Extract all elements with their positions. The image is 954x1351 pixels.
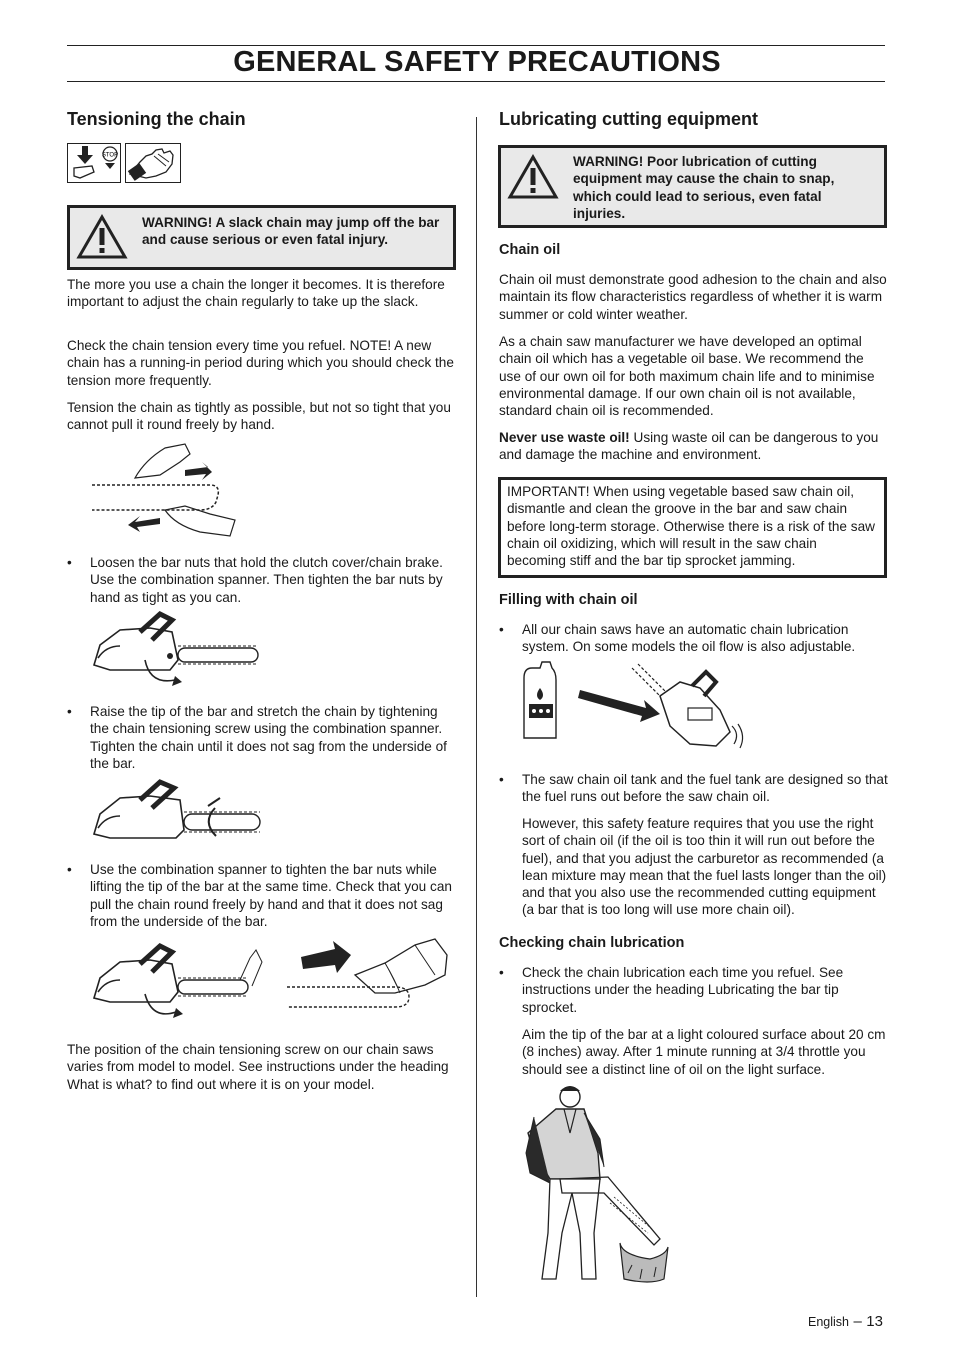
never-waste-oil-text: Using waste oil can be dangerous to you and damage the machine and environment. xyxy=(499,430,879,463)
chain-pull-illustration xyxy=(90,440,240,540)
paragraph: Check the chain tension every time you refuel. NOTE! A new chain has a running-in period during which you should check the tension more frequently. xyxy=(67,338,454,388)
header-bottom-rule xyxy=(67,81,885,82)
gloves-icon xyxy=(125,143,181,183)
paragraph: Tension the chain as tightly as possible, but not so tight that you cannot pull it round freely by hand. xyxy=(67,400,451,433)
bullet: • xyxy=(67,555,72,570)
saw-tension-screw-illustration xyxy=(90,778,270,844)
bullet-text: Loosen the bar nuts that hold the clutch cover/chain brake. Use the combination spanner. Then tighten the bar nuts by hand as tight as you can. xyxy=(90,555,443,605)
list-item xyxy=(67,861,457,931)
poor-lubrication-warning xyxy=(498,145,887,228)
important-text: IMPORTANT! When using vegetable based saw chain oil, dismantle and clean the groove in the bar and saw chain before long-term storage. Otherwise there is a risk of the saw chain oil oxidizing, which will result in the saw chain becoming stiff and the bar tip sprocket jamming. xyxy=(507,484,875,569)
bullet: • xyxy=(67,704,72,719)
important-note-box xyxy=(498,477,887,578)
tensioning-heading: Tensioning the chain xyxy=(67,109,246,129)
list-item xyxy=(67,554,457,606)
list-item xyxy=(499,621,887,657)
filling-heading: Filling with chain oil xyxy=(499,592,638,608)
bullet: • xyxy=(499,622,504,637)
stop-label: STOP xyxy=(101,152,119,159)
warning-triangle-icon xyxy=(76,214,128,260)
saw-tighten-nuts-illustration xyxy=(90,940,265,1025)
bullet: • xyxy=(499,965,504,980)
oil-filling-illustration xyxy=(520,660,750,760)
list-item xyxy=(499,771,887,807)
list-item xyxy=(499,964,887,1016)
page-number: 13 xyxy=(866,1313,883,1330)
warning-triangle-icon xyxy=(507,154,559,200)
warning-text: WARNING! Poor lubrication of cutting equipment may cause the chain to snap, which could lead to serious, even fatal injuries. xyxy=(573,154,835,221)
lubricating-heading: Lubricating cutting equipment xyxy=(499,109,758,129)
stop-engine-icon xyxy=(67,143,121,183)
bullet-text: Use the combination spanner to tighten the bar nuts while lifting the tip of the bar at the same time. Check that you can pull the chain round freely by hand and that it does not sag from the underside of the bar. xyxy=(90,862,452,929)
saw-loosen-nuts-illustration xyxy=(90,610,270,690)
bullet: • xyxy=(499,772,504,787)
paragraph: However, this safety feature requires that you use the right sort of chain oil (if the oil is too thin it will run out before the fuel), and that you adjust the carburetor as recommended (a lean mixture may mean that the fuel lasts longer than the oil) and that you also use the recommended cutting equipment (a bar that is too long will use more chain oil). xyxy=(522,816,887,918)
bullet-text: The saw chain oil tank and the fuel tank are designed so that the fuel runs out before the saw chain oil. xyxy=(522,772,888,805)
bullet: • xyxy=(67,862,72,877)
chain-check-hand-illustration xyxy=(285,935,450,1025)
footer-language: English xyxy=(808,1315,849,1329)
bullet-text: All our chain saws have an automatic chain lubrication system. On some models the oil flow is also adjustable. xyxy=(522,622,856,655)
paragraph: As a chain saw manufacturer we have developed an optimal chain oil which has a vegetable oil base. We recommend the use of our own oil for both maximum chain life and to minimise environmental damage. If our own chain oil is not available, standard chain oil is recommended. xyxy=(499,334,875,419)
page-title: GENERAL SAFETY PRECAUTIONS xyxy=(233,46,721,78)
list-item xyxy=(67,703,457,773)
column-divider xyxy=(476,117,477,1297)
warning-text: WARNING! A slack chain may jump off the bar and cause serious or even fatal injury. xyxy=(142,215,440,248)
operator-oil-check-illustration xyxy=(520,1083,670,1288)
bullet-text: Check the chain lubrication each time you refuel. See instructions under the heading Lubricating the bar tip sprocket. xyxy=(522,965,844,1015)
bullet-text: Raise the tip of the bar and stretch the chain by tightening the chain tensioning screw using the combination spanner. Tighten the chain until it does not sag from the underside of the bar. xyxy=(90,704,447,771)
chain-oil-heading: Chain oil xyxy=(499,242,561,258)
paragraph: The position of the chain tensioning screw on our chain saws varies from model to model. See instructions under the heading What is what? to find out where it is on your model. xyxy=(67,1042,449,1092)
never-waste-oil-bold: Never use waste oil! xyxy=(499,430,630,445)
footer-separator: – xyxy=(853,1313,862,1330)
paragraph: Aim the tip of the bar at a light coloured surface about 20 cm (8 inches) away. After 1 minute running at 3/4 throttle you should see a distinct line of oil on the light surface. xyxy=(522,1027,886,1077)
slack-chain-warning xyxy=(67,205,456,270)
page-footer xyxy=(808,1313,883,1331)
paragraph: The more you use a chain the longer it becomes. It is therefore important to adjust the chain regularly to take up the slack. xyxy=(67,277,445,310)
paragraph: Chain oil must demonstrate good adhesion to the chain and also maintain its flow characteristics regardless of whether it is warm summer or cold winter weather. xyxy=(499,272,887,322)
paragraph xyxy=(499,429,887,464)
checking-heading: Checking chain lubrication xyxy=(499,935,685,951)
